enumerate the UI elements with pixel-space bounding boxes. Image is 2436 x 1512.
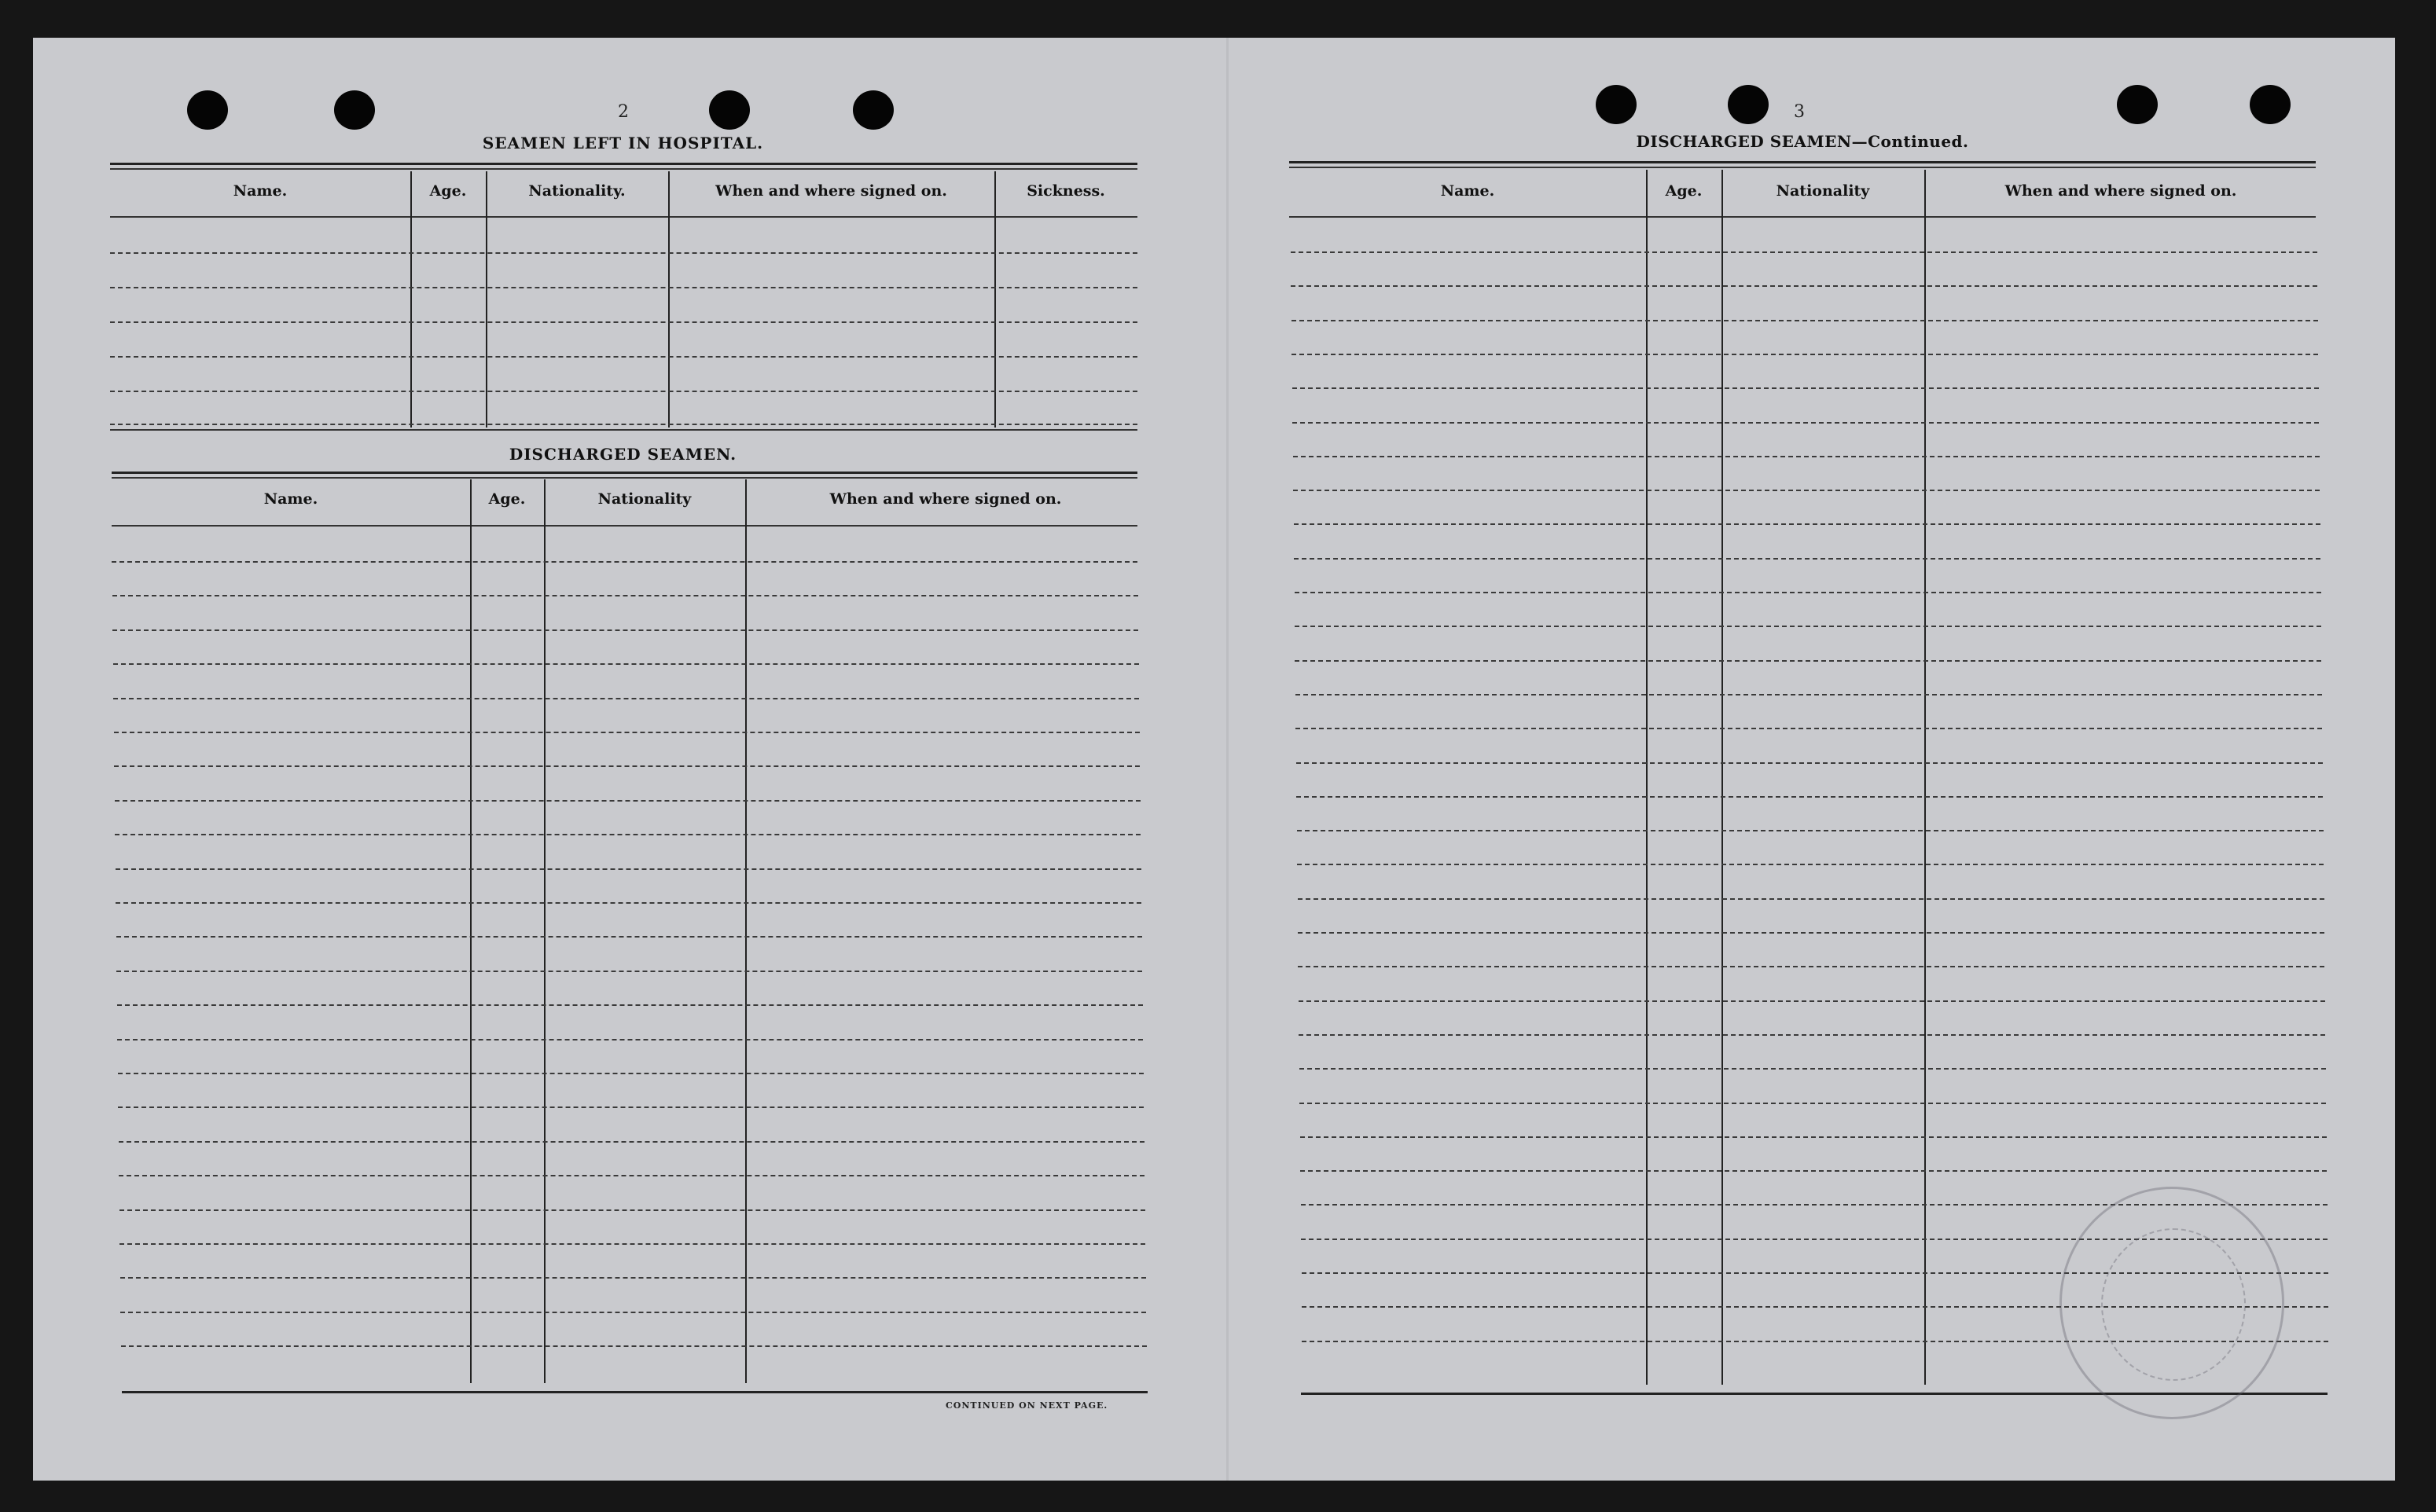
entry-line: [1296, 796, 2323, 798]
document-paper: [33, 38, 2395, 1481]
entry-line: [1298, 966, 2324, 967]
entry-line: [1295, 626, 2321, 627]
entry-line: [1299, 1034, 2325, 1036]
punch-hole: [2117, 85, 2158, 124]
column-header-age: Age.: [488, 490, 526, 508]
column-divider: [470, 479, 472, 1383]
entry-line: [1293, 490, 2320, 491]
entry-line: [1298, 898, 2324, 900]
table-rule: [1289, 161, 2316, 163]
entry-line: [114, 765, 1140, 767]
entry-line: [119, 1141, 1145, 1143]
entry-line: [1294, 558, 2320, 560]
entry-line: [116, 971, 1142, 972]
discharged-continued-title: DISCHARGED SEAMEN—Continued.: [1636, 132, 1969, 151]
column-divider: [994, 171, 996, 428]
entry-line: [1293, 456, 2320, 457]
entry-line: [1295, 660, 2321, 662]
entry-line: [110, 321, 1137, 323]
discharged-section-title: DISCHARGED SEAMEN.: [509, 445, 737, 464]
entry-line: [119, 1209, 1145, 1211]
column-divider: [544, 479, 546, 1383]
column-header-name: Name.: [263, 490, 318, 508]
page-number-left: 2: [618, 102, 629, 122]
entry-line: [120, 1312, 1146, 1313]
column-header-nationality: Nationality.: [528, 182, 626, 200]
column-header-nationality: Nationality: [1776, 182, 1870, 200]
column-divider: [1721, 170, 1723, 1385]
entry-line: [1296, 762, 2323, 764]
entry-line: [1292, 387, 2319, 389]
column-header-name: Name.: [233, 182, 288, 200]
entry-line: [110, 424, 1137, 425]
entry-line: [1292, 422, 2319, 424]
table-rule: [110, 168, 1137, 170]
entry-line: [1300, 1136, 2327, 1138]
punch-hole: [1596, 85, 1637, 124]
entry-line: [110, 391, 1137, 392]
punch-hole: [187, 90, 228, 130]
entry-line: [110, 356, 1137, 358]
entry-line: [116, 902, 1141, 904]
column-header-signed-on: When and where signed on.: [715, 182, 947, 200]
column-divider: [486, 171, 487, 428]
entry-line: [118, 1106, 1144, 1108]
entry-line: [1291, 320, 2318, 321]
entry-line: [116, 868, 1141, 870]
entry-line: [110, 252, 1137, 254]
entry-line: [121, 1345, 1147, 1347]
column-header-age: Age.: [1665, 182, 1703, 200]
entry-line: [1298, 932, 2324, 934]
punch-hole: [2250, 85, 2291, 124]
column-divider: [668, 171, 670, 428]
entry-line: [1295, 592, 2321, 593]
table-rule: [110, 216, 1137, 218]
hospital-section-title: SEAMEN LEFT IN HOSPITAL.: [482, 134, 764, 152]
entry-line: [1297, 830, 2324, 831]
continued-note: CONTINUED ON NEXT PAGE.: [946, 1400, 1108, 1411]
entry-line: [1299, 1068, 2326, 1070]
table-rule: [112, 477, 1137, 479]
punch-hole: [853, 90, 894, 130]
punch-hole: [709, 90, 750, 130]
punch-hole: [1728, 85, 1769, 124]
entry-line: [1299, 1000, 2325, 1002]
column-header-signed-on: When and where signed on.: [829, 490, 1062, 508]
entry-line: [115, 834, 1141, 835]
page-number-right: 3: [1794, 102, 1805, 122]
entry-line: [119, 1175, 1145, 1176]
table-rule: [112, 525, 1137, 527]
column-header-age: Age.: [429, 182, 467, 200]
column-divider: [745, 479, 747, 1383]
entry-line: [115, 800, 1141, 802]
column-divider: [410, 171, 412, 428]
column-divider: [1646, 170, 1648, 1385]
entry-line: [117, 1004, 1143, 1006]
entry-line: [117, 1039, 1143, 1040]
entry-line: [110, 287, 1137, 288]
entry-line: [1300, 1170, 2327, 1172]
entry-line: [116, 936, 1142, 938]
entry-line: [112, 561, 1137, 563]
entry-line: [1295, 694, 2322, 695]
table-rule: [1289, 167, 2316, 168]
table-rule: [110, 163, 1137, 165]
entry-line: [1299, 1103, 2326, 1104]
punch-hole: [334, 90, 375, 130]
page-fold: [1226, 38, 1229, 1481]
column-header-sickness: Sickness.: [1027, 182, 1105, 200]
table-rule: [1289, 216, 2316, 218]
entry-line: [1297, 864, 2324, 865]
entry-line: [119, 1243, 1145, 1245]
table-rule: [110, 429, 1137, 431]
table-rule: [112, 472, 1137, 474]
column-header-name: Name.: [1440, 182, 1495, 200]
entry-line: [1291, 354, 2318, 355]
entry-line: [113, 698, 1139, 699]
entry-line: [1295, 728, 2322, 729]
entry-line: [112, 595, 1138, 596]
circular-stamp: [2059, 1187, 2284, 1419]
entry-line: [1291, 285, 2317, 287]
entry-line: [113, 663, 1139, 665]
table-rule: [122, 1391, 1148, 1393]
entry-line: [114, 732, 1140, 733]
column-header-nationality: Nationality: [597, 490, 692, 508]
entry-line: [118, 1073, 1144, 1074]
column-divider: [1924, 170, 1926, 1385]
entry-line: [1294, 523, 2320, 525]
column-header-signed-on: When and where signed on.: [2004, 182, 2237, 200]
entry-line: [120, 1277, 1146, 1279]
entry-line: [1291, 251, 2317, 253]
entry-line: [112, 629, 1138, 631]
stamp-inner-ring: [2101, 1228, 2246, 1381]
